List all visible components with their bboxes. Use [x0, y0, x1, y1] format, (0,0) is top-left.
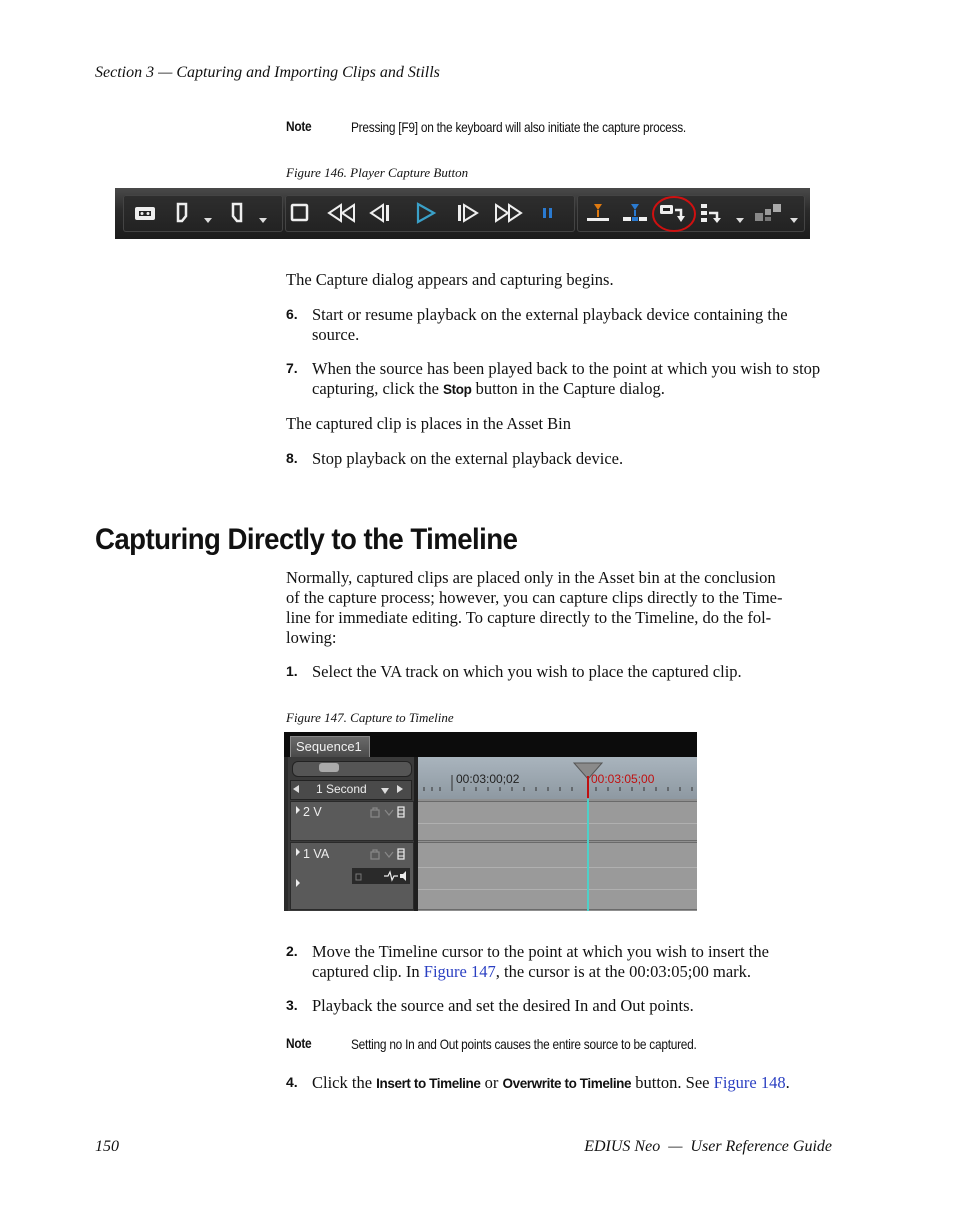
step-number: 4. — [286, 1074, 298, 1090]
figure-link[interactable]: Figure 148 — [713, 1073, 786, 1092]
set-out-icon[interactable] — [228, 201, 246, 225]
step-text: Start or resume playback on the external playback device containing the source. — [312, 305, 788, 344]
player-toolbar-figure — [115, 188, 810, 239]
expand-arrow-icon[interactable] — [295, 848, 301, 856]
timeline-cursor-line — [587, 799, 589, 911]
chevron-down-icon[interactable] — [203, 215, 213, 225]
track-label: 1 VA — [303, 847, 330, 861]
play-icon[interactable] — [413, 201, 439, 225]
step-text: Click the Insert to Timeline or Overwrite to Timeline button. See Figure 148. — [312, 1073, 790, 1092]
paragraph: Normally, captured clips are placed only in the Asset bin at the conclusion of the capture process; however, you can capture clips directly to the Time- line for immediate editing. To capture directly to the Timeline, do the fol- lowing: — [286, 568, 783, 647]
lock-icon[interactable] — [370, 848, 406, 860]
keyword: Stop — [443, 382, 472, 397]
step-text: Select the VA track on which you wish to place the captured clip. — [312, 662, 742, 681]
chevron-down-icon[interactable] — [258, 215, 268, 225]
timeline-figure — [284, 732, 697, 911]
stop-icon[interactable] — [289, 201, 311, 225]
zoom-slider[interactable] — [292, 761, 412, 777]
step-number: 2. — [286, 943, 298, 959]
audio-waveform-icon[interactable] — [354, 870, 410, 882]
expand-arrow-icon[interactable] — [295, 879, 301, 887]
pause-icon[interactable] — [540, 201, 556, 225]
highlight-circle — [651, 195, 697, 233]
more-icon[interactable] — [753, 201, 783, 225]
step-number: 7. — [286, 360, 298, 376]
paragraph: The Capture dialog appears and capturing begins. — [286, 270, 614, 289]
zoom-slider-handle[interactable] — [319, 763, 339, 772]
figure-link[interactable]: Figure 147 — [423, 962, 496, 981]
note-label: Note — [286, 1035, 312, 1051]
figure-caption: Figure 147. Capture to Timeline — [286, 710, 454, 725]
arrow-right-icon[interactable] — [396, 784, 404, 794]
step-number: 3. — [286, 997, 298, 1013]
step-text: Move the Timeline cursor to the point at which you wish to insert the captured clip. In Figure 147, the cursor is at the 00:03:05;00 mark. — [312, 942, 769, 981]
expand-arrow-icon[interactable] — [295, 806, 301, 814]
track-lane-1va[interactable] — [418, 842, 697, 910]
keyword: Overwrite to Timeline — [502, 1076, 632, 1091]
sequence-tab[interactable]: Sequence1 — [290, 736, 370, 757]
arrow-left-icon[interactable] — [292, 784, 300, 794]
track-lane-2v[interactable] — [418, 801, 697, 841]
paragraph: The captured clip is places in the Asset Bin — [286, 414, 572, 433]
step-number: 6. — [286, 306, 298, 322]
step-text: When the source has been played back to the point at which you wish to stop capturing, click the Stop button in the Capture dialog. — [312, 359, 821, 398]
step-number: 1. — [286, 663, 298, 679]
capture-icon[interactable] — [133, 201, 157, 225]
overwrite-to-timeline-icon[interactable] — [621, 201, 649, 225]
fast-forward-icon[interactable] — [493, 201, 525, 225]
chevron-down-icon[interactable] — [735, 215, 745, 225]
chevron-down-icon[interactable] — [380, 787, 390, 795]
insert-to-timeline-icon[interactable] — [585, 201, 611, 225]
step-number: 8. — [286, 450, 298, 466]
set-in-icon[interactable] — [173, 201, 191, 225]
note-text: Setting no In and Out points causes the entire source to be captured. — [351, 1036, 697, 1052]
lock-icon[interactable] — [370, 806, 406, 818]
track-label: 2 V — [303, 805, 322, 819]
scale-value: 1 Second — [316, 782, 367, 796]
note-text: Pressing [F9] on the keyboard will also initiate the capture process. — [351, 119, 686, 135]
step-forward-icon[interactable] — [455, 201, 481, 225]
timecode-label: 00:03:00;02 — [456, 772, 520, 786]
rewind-icon[interactable] — [325, 201, 357, 225]
cursor-marker — [587, 776, 589, 798]
keyword: Insert to Timeline — [376, 1076, 481, 1091]
step-text: Playback the source and set the desired In and Out points. — [312, 996, 694, 1015]
guide-title: EDIUS Neo — User Reference Guide — [584, 1138, 832, 1155]
section-heading: Capturing Directly to the Timeline — [95, 523, 518, 556]
figure-caption: Figure 146. Player Capture Button — [286, 165, 469, 180]
running-header: Section 3 — Capturing and Importing Clips and Stills — [95, 64, 440, 81]
page-number: 150 — [95, 1138, 119, 1155]
menu-icon[interactable] — [699, 201, 725, 225]
step-back-icon[interactable] — [367, 201, 393, 225]
step-text: Stop playback on the external playback device. — [312, 449, 624, 468]
chevron-down-icon[interactable] — [789, 215, 799, 225]
note-label: Note — [286, 118, 312, 134]
cursor-timecode: 00:03:05;00 — [591, 772, 655, 786]
